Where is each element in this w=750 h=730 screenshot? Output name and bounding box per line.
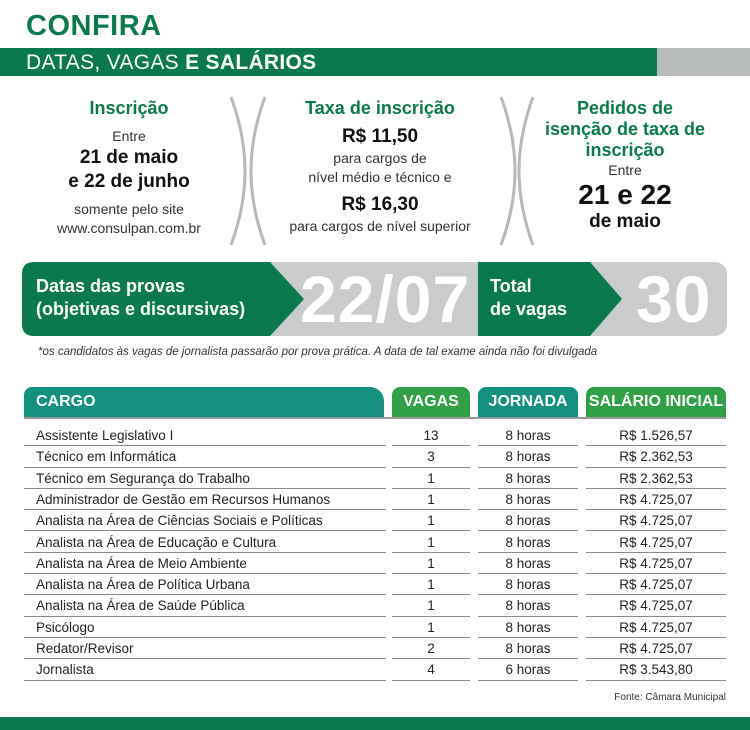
- cell-vagas: 1: [392, 553, 470, 574]
- taxa-desc-2: para cargos de nível superior: [289, 218, 471, 234]
- table-row: [24, 659, 726, 680]
- cell-vagas: 13: [392, 425, 470, 446]
- cell-salario: R$ 4.725,07: [586, 532, 726, 553]
- taxa-desc-1a: para cargos de: [333, 150, 427, 166]
- cell-cargo: Analista na Área de Meio Ambiente: [24, 553, 386, 574]
- inscricao-site-label: somente pelo site: [74, 201, 184, 217]
- cell-salario: R$ 4.725,07: [586, 510, 726, 531]
- cell-vagas: 1: [392, 510, 470, 531]
- cell-salario: R$ 1.526,57: [586, 425, 726, 446]
- header-jornada: JORNADA: [478, 387, 578, 417]
- subtitle: [26, 51, 316, 75]
- isencao-block: [530, 98, 720, 234]
- dates-label-line2: (objetivas e discursivas): [36, 299, 246, 319]
- cell-jornada: 8 horas: [478, 574, 578, 595]
- cell-salario: R$ 2.362,53: [586, 446, 726, 467]
- cell-jornada: 8 horas: [478, 532, 578, 553]
- inscricao-line1: Entre: [112, 128, 146, 144]
- cell-cargo: Técnico em Segurança do Trabalho: [24, 468, 386, 489]
- dates-label-line1: Datas das provas: [36, 276, 186, 296]
- vagas-label: [490, 275, 567, 321]
- cell-vagas: 1: [392, 595, 470, 616]
- cell-jornada: 8 horas: [478, 595, 578, 616]
- vagas-label-line1: Total: [490, 276, 532, 296]
- cell-vagas: 1: [392, 574, 470, 595]
- subtitle-bold: E SALÁRIOS: [185, 51, 317, 74]
- cell-vagas: 1: [392, 468, 470, 489]
- header-divider: [24, 417, 726, 419]
- isencao-heading-1: Pedidos de: [576, 98, 674, 118]
- cell-cargo: Assistente Legislativo I: [24, 425, 386, 446]
- subtitle-regular: DATAS, VAGAS: [26, 51, 186, 74]
- vagas-label-line2: de vagas: [490, 299, 568, 319]
- cell-vagas: 2: [392, 638, 470, 659]
- cell-jornada: 8 horas: [478, 489, 578, 510]
- cell-cargo: Analista na Área de Política Urbana: [24, 574, 386, 595]
- cell-vagas: 3: [392, 446, 470, 467]
- taxa-heading: Taxa de inscrição: [305, 98, 455, 118]
- cell-cargo: Administrador de Gestão em Recursos Humanos: [24, 489, 386, 510]
- dates-banner: [22, 262, 727, 336]
- cell-jornada: 8 horas: [478, 510, 578, 531]
- table-row: [24, 553, 726, 574]
- footnote: *os candidatos às vagas de jornalista passarão por prova prática. A data de tal exame ainda não foi divulgada: [38, 346, 598, 358]
- table-row: [24, 595, 726, 616]
- cell-vagas: 1: [392, 489, 470, 510]
- inscricao-block: [40, 98, 218, 238]
- header-salario: SALÁRIO INICIAL: [586, 387, 726, 417]
- taxa-block: [260, 98, 500, 236]
- table-row: [24, 446, 726, 467]
- inscricao-heading: Inscrição: [89, 98, 169, 118]
- table-row: [24, 617, 726, 638]
- dates-label: [36, 275, 245, 321]
- cell-salario: R$ 4.725,07: [586, 574, 726, 595]
- cell-cargo: Analista na Área de Saúde Pública: [24, 595, 386, 616]
- header-cargo: CARGO: [24, 387, 384, 417]
- taxa-desc-1b: nível médio e técnico e: [308, 169, 452, 185]
- cell-jornada: 8 horas: [478, 617, 578, 638]
- cell-cargo: Analista na Área de Ciências Sociais e Políticas: [24, 510, 386, 531]
- cell-jornada: 6 horas: [478, 659, 578, 680]
- isencao-month: de maio: [589, 211, 661, 232]
- table-row: [24, 574, 726, 595]
- cell-cargo: Jornalista: [24, 659, 386, 680]
- cell-jornada: 8 horas: [478, 446, 578, 467]
- cell-vagas: 1: [392, 532, 470, 553]
- taxa-value-2: R$ 16,30: [341, 194, 419, 215]
- cell-salario: R$ 4.725,07: [586, 489, 726, 510]
- cell-salario: R$ 4.725,07: [586, 617, 726, 638]
- table-row: [24, 425, 726, 446]
- cell-salario: R$ 4.725,07: [586, 638, 726, 659]
- cell-cargo: Redator/Revisor: [24, 638, 386, 659]
- inscricao-site-url: www.consulpan.com.br: [57, 220, 201, 236]
- cell-jornada: 8 horas: [478, 638, 578, 659]
- cell-vagas: 1: [392, 617, 470, 638]
- cell-salario: R$ 4.725,07: [586, 553, 726, 574]
- cell-salario: R$ 3.543,80: [586, 659, 726, 680]
- isencao-dates: 21 e 22: [578, 179, 672, 210]
- cell-vagas: 4: [392, 659, 470, 680]
- isencao-heading-3: inscrição: [585, 140, 665, 160]
- page-title: CONFIRA: [26, 10, 162, 42]
- isencao-heading-2: isenção de taxa de: [544, 119, 706, 139]
- bottom-bar: [0, 717, 750, 730]
- header-vagas: VAGAS: [392, 387, 470, 417]
- isencao-line1: Entre: [608, 162, 642, 178]
- table-row: [24, 468, 726, 489]
- cell-cargo: Técnico em Informática: [24, 446, 386, 467]
- cell-cargo: Analista na Área de Educação e Cultura: [24, 532, 386, 553]
- table-row: [24, 510, 726, 531]
- vagas-total: 30: [636, 262, 712, 336]
- cell-jornada: 8 horas: [478, 553, 578, 574]
- cell-jornada: 8 horas: [478, 468, 578, 489]
- taxa-value-1: R$ 11,50: [341, 126, 419, 147]
- source-credit: Fonte: Câmara Municipal: [614, 692, 726, 703]
- table-row: [24, 532, 726, 553]
- inscricao-end-date: e 22 de junho: [68, 171, 190, 192]
- prova-date: 22/07: [300, 262, 471, 336]
- cell-cargo: Psicólogo: [24, 617, 386, 638]
- cell-jornada: 8 horas: [478, 425, 578, 446]
- cell-salario: R$ 4.725,07: [586, 595, 726, 616]
- table-row: [24, 489, 726, 510]
- table-row: [24, 638, 726, 659]
- inscricao-start-date: 21 de maio: [79, 147, 179, 168]
- cell-salario: R$ 2.362,53: [586, 468, 726, 489]
